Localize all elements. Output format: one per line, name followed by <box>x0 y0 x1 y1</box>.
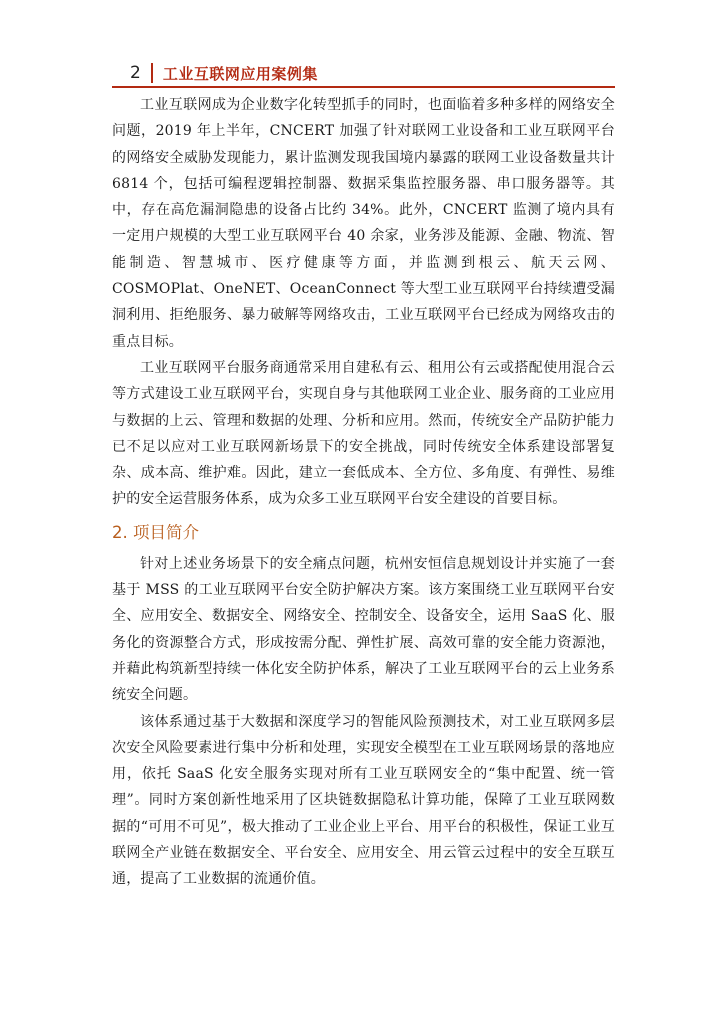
page-number: 2 <box>130 63 141 83</box>
page-body <box>112 90 615 893</box>
section-heading: 2. 项目简介 <box>112 522 199 542</box>
header-rule <box>112 86 615 88</box>
header-separator <box>151 63 153 83</box>
running-header <box>112 58 612 88</box>
body-paragraph: 工业互联网平台服务商通常采用自建私有云、租用公有云或搭配使用混合云等方式建设工业互联网平台，实现自身与其他联网工业企业、服务商的工业应用与数据的上云、管理和数据的处理、分析和应用。然而，传统安全产品防护能力已不足以应对工业互联网新场景下的安全挑战，同时传统安全体系建设部署复杂、成本高、维护难。因此，建立一套低成本、全方位、多角度、有弹性、易维护的安全运营服务体系，成为众多工业互联网平台安全建设的首要目标。 <box>112 359 615 508</box>
header-title: 工业互联网应用案例集 <box>162 64 318 83</box>
body-paragraph: 该体系通过基于大数据和深度学习的智能风险预测技术，对工业互联网多层次安全风险要素进行集中分析和处理，实现安全模型在工业互联网场景的落地应用，依托 SaaS 化安全服务实现对所有工业互联网安全的“集中配置、统一管理”。同时方案创新性地采用了区块链数据隐私计算功能，保障了工业互联网数据的“可用不可见”，极大推动了工业企业上平台、用平台的积极性，保证工业互联网全产业链在数据安全、平台安全、应用安全、用云管云过程中的安全互联互通，提高了工业数据的流通价值。 <box>112 713 615 888</box>
body-paragraph: 针对上述业务场景下的安全痛点问题，杭州安恒信息规划设计并实施了一套基于 MSS 的工业互联网平台安全防护解决方案。该方案围绕工业互联网平台安全、应用安全、数据安全、网络安全、控制安全、设备安全，运用 SaaS 化、服务化的资源整合方式，形成按需分配、弹性扩展、高效可靠的安全能力资源池，并藉此构筑新型持续一体化安全防护体系，解决了工业互联网平台的云上业务系统安全问题。 <box>112 555 615 704</box>
body-paragraph: 工业互联网成为企业数字化转型抓手的同时，也面临着多种多样的网络安全问题，2019 年上半年，CNCERT 加强了针对联网工业设备和工业互联网平台的网络安全威胁发现能力，累计监测发现我国境内暴露的联网工业设备数量共计 6814 个，包括可编程逻辑控制器、数据采集监控服务器、串口服务器等。其中，存在高危漏洞隐患的设备占比约 34%。此外，CNCERT 监测了境内具有一定用户规模的大型工业互联网平台 40 余家，业务涉及能源、金融、物流、智能制造、智慧城市、医疗健康等方面，并监测到根云、航天云网、COSMOPlat、OneNET、OceanConnect 等大型工业互联网平台持续遭受漏洞利用、拒绝服务、暴力破解等网络攻击，工业互联网平台已经成为网络攻击的重点目标。 <box>112 97 615 350</box>
